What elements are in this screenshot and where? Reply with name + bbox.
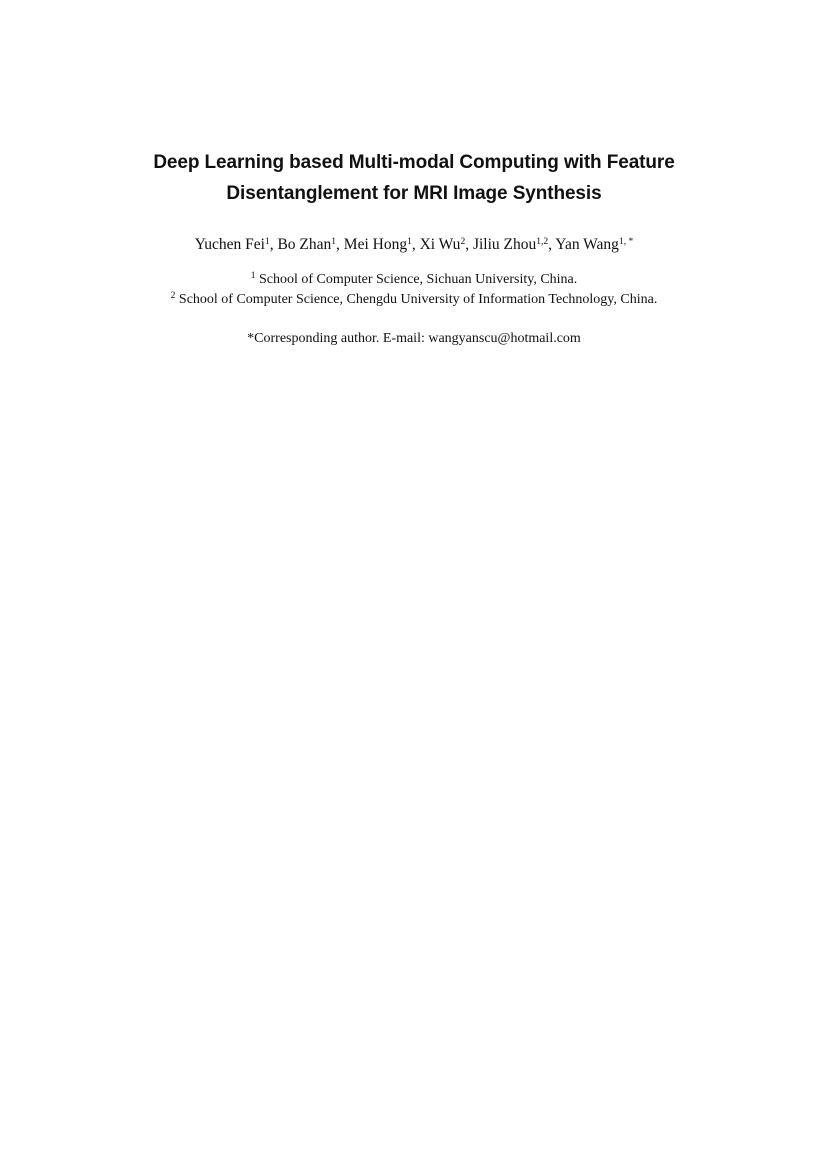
author-affiliation-mark: 1: [407, 237, 412, 247]
author-affiliation-mark: 2: [460, 237, 466, 247]
author: [344, 236, 420, 253]
author: [420, 236, 473, 253]
author-list: [0, 234, 828, 256]
title-line-2: Disentanglement for MRI Image Synthesis: [226, 183, 602, 204]
author-name: Jiliu Zhou: [472, 236, 537, 253]
author-separator: ,: [548, 236, 556, 253]
author-name: Xi Wu: [419, 236, 461, 253]
affiliation: [0, 290, 828, 310]
affiliation: [0, 270, 828, 290]
author-separator: ,: [465, 236, 473, 253]
affiliation-mark: 2: [170, 291, 176, 301]
author-name: Yuchen Fei: [194, 236, 265, 253]
author-affiliation-mark: 1: [264, 237, 270, 247]
author-affiliation-mark: 1: [331, 237, 337, 247]
author-name: Yan Wang: [555, 236, 619, 253]
affiliation-list: [0, 270, 828, 310]
corresponding-author: *Corresponding author. E-mail: wangyanscu@hotmail.com: [247, 331, 581, 346]
author: [195, 236, 278, 253]
author-separator: ,: [336, 236, 344, 253]
author: [473, 236, 555, 253]
author-affiliation-mark: 1,2: [536, 237, 549, 247]
author: [555, 236, 633, 253]
author-affiliation-mark: 1, *: [618, 237, 634, 247]
author: [277, 236, 343, 253]
affiliation-mark: 1: [250, 271, 256, 281]
title-line-1: Deep Learning based Multi-modal Computing with Feature: [153, 152, 675, 173]
affiliation-text: School of Computer Science, Sichuan University, China.: [258, 272, 578, 287]
author-separator: ,: [411, 236, 420, 253]
paper-title: [0, 147, 828, 209]
affiliation-text: School of Computer Science, Chengdu University of Information Technology, China.: [178, 292, 658, 307]
author-separator: ,: [269, 236, 278, 253]
author-name: Bo Zhan: [277, 236, 332, 253]
author-name: Mei Hong: [343, 236, 408, 253]
